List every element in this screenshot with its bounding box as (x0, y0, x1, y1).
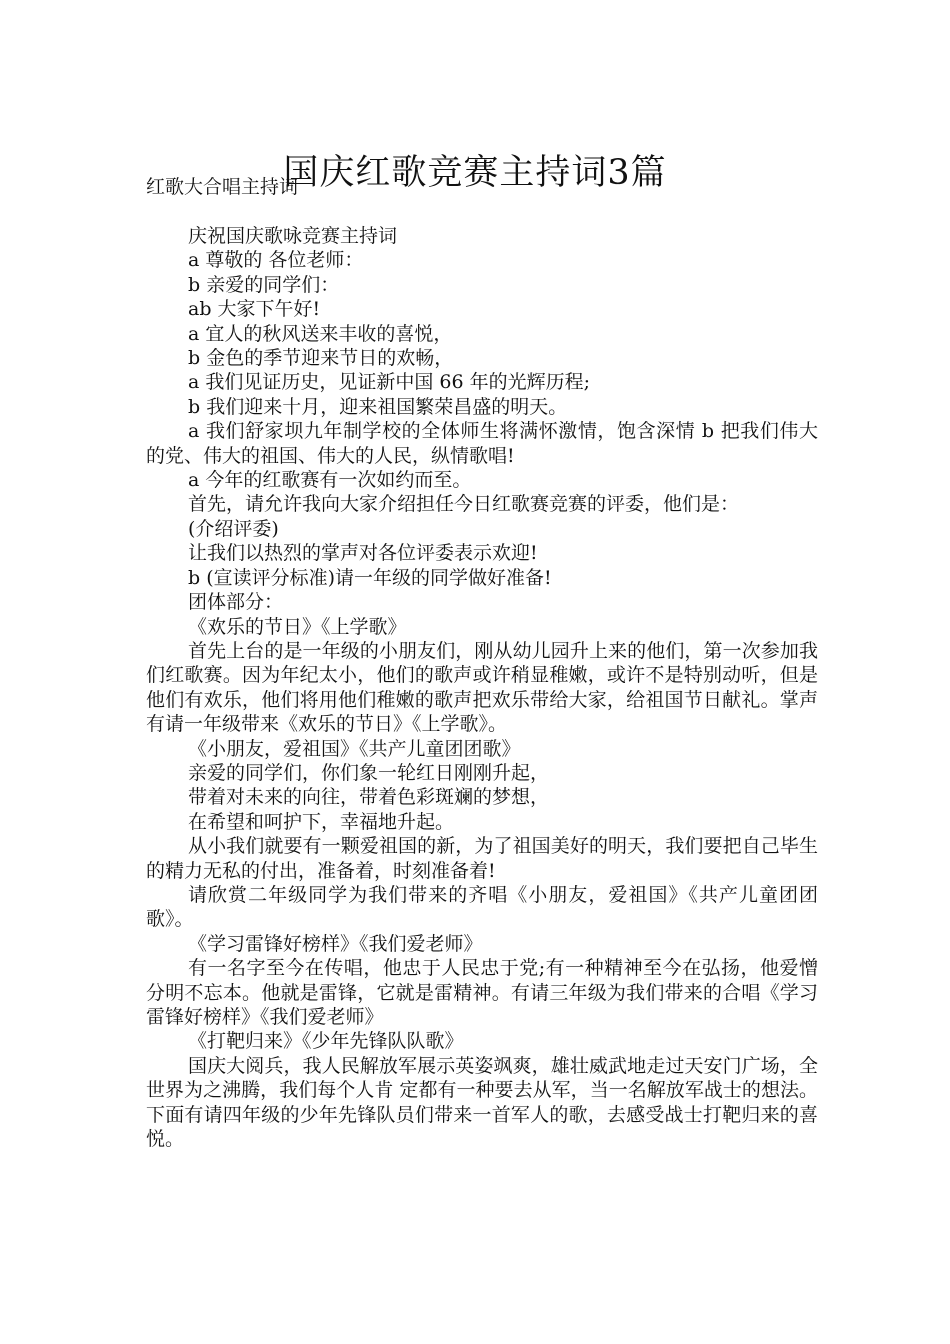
paragraph: 国庆大阅兵，我人民解放军展示英姿飒爽，雄壮威武地走过天安门广场，全世界为之沸腾，我们每个人肯 定都有一种要去从军，当一名解放军战士的想法。下面有请四年级的少年先锋队员们带来一首军人的歌，去感受战士打靶归来的喜悦。 (146, 1054, 818, 1151)
paragraph: 《欢乐的节日》《上学歌》 (188, 615, 407, 638)
paragraph: 《打靶归来》《少年先锋队队歌》 (188, 1030, 464, 1053)
paragraph: b 亲爱的同学们： (188, 273, 340, 296)
paragraph: 带着对未来的向往，带着色彩斑斓的梦想， (188, 786, 550, 809)
document-subtitle: 红歌大合唱主持词 (146, 176, 299, 198)
paragraph: 请欣赏二年级同学为我们带来的齐唱《小朋友，爱祖国》《共产儿童团团歌》。 (146, 883, 818, 931)
paragraph: 《学习雷锋好榜样》《我们爱老师》 (188, 932, 483, 955)
paragraph: b (宣读评分标准)请一年级的同学做好准备! (188, 566, 552, 589)
paragraph: a 我们见证历史，见证新中国 66 年的光辉历程; (188, 371, 591, 394)
paragraph: b 我们迎来十月，迎来祖国繁荣昌盛的明天。 (188, 395, 568, 418)
paragraph: b 金色的季节迎来节日的欢畅， (188, 347, 454, 370)
paragraph: (介绍评委) (188, 517, 279, 540)
paragraph: 首先上台的是一年级的小朋友们，刚从幼儿园升上来的他们，第一次参加我们红歌赛。因为年纪太小，他们的歌声或许稍显稚嫩，或许不是特别动听，但是他们有欢乐，他们将用他们稚嫩的歌声把欢乐带给大家，给祖国节日献礼。掌声有请一年级带来《欢乐的节日》《上学歌》。 (146, 639, 818, 736)
paragraph: a 宜人的秋风送来丰收的喜悦， (188, 322, 453, 345)
paragraph: 庆祝国庆歌咏竞赛主持词 (188, 225, 398, 247)
paragraph: 从小我们就要有一颗爱祖国的新，为了祖国美好的明天，我们要把自己毕生的精力无私的付出，准备着，时刻准备着! (146, 835, 818, 882)
document-body (146, 224, 818, 1151)
paragraph: ab 大家下午好! (188, 298, 321, 321)
paragraph: 亲爱的同学们，你们象一轮红日刚刚升起， (188, 761, 550, 784)
paragraph: 团体部分： (188, 591, 284, 614)
paragraph: 《小朋友，爱祖国》《共产儿童团团歌》 (188, 737, 521, 760)
paragraph: a 尊敬的 各位老师： (188, 249, 364, 272)
paragraph: 在希望和呵护下，幸福地升起。 (188, 810, 455, 833)
paragraph: a 今年的红歌赛有一次如约而至。 (188, 469, 472, 492)
paragraph: a 我们舒家坝九年制学校的全体师生将满怀激情，饱含深情 b 把我们伟大的党、伟大的祖国、伟大的人民，纵情歌唱! (146, 420, 818, 467)
paragraph: 让我们以热烈的掌声对各位评委表示欢迎! (188, 542, 538, 565)
paragraph: 首先，请允许我向大家介绍担任今日红歌赛竞赛的评委，他们是： (188, 493, 740, 516)
paragraph: 有一名字至今在传唱，他忠于人民忠于党;有一种精神至今在弘扬，他爱憎分明不忘本。他就是雷锋，它就是雷精神。有请三年级为我们带来的合唱《学习雷锋好榜样》《我们爱老师》 (146, 957, 818, 1028)
document-title: 国庆红歌竞赛主持词3篇 (283, 153, 667, 194)
